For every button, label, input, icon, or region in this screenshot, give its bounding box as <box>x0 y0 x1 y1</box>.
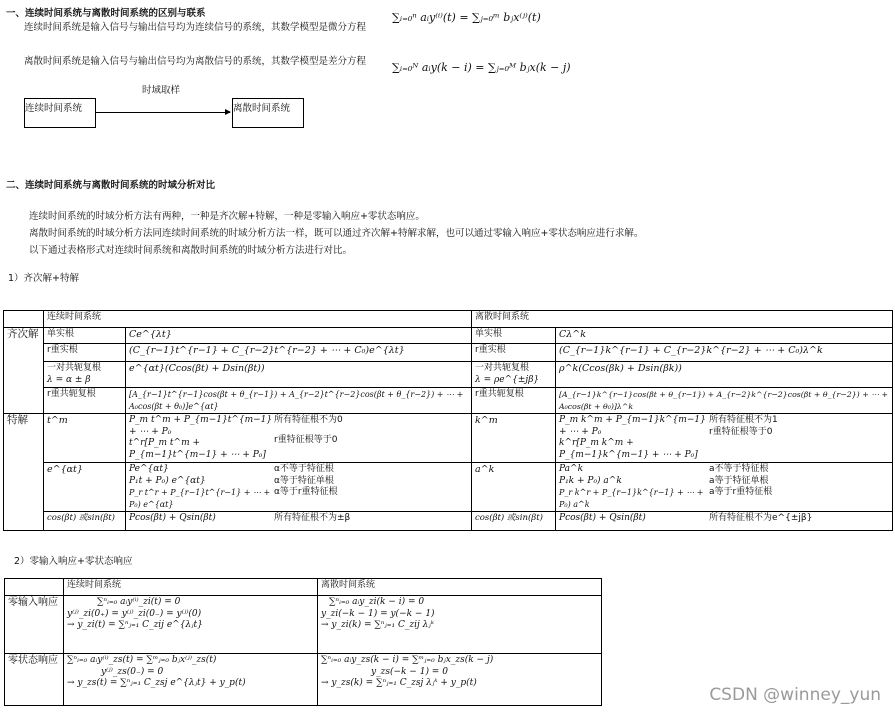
sub1-heading: 1）齐次解+特解 <box>8 273 80 284</box>
cell-line: α等于r重特征根 <box>274 487 338 497</box>
cell-line: 所有特征根不为0 <box>274 415 343 425</box>
cell: a^k <box>472 463 556 512</box>
cell-line: k^r[P_m k^m + P_{m−1}k^{m−1} + ⋯ + P₀] <box>559 438 698 460</box>
difference-equation: ∑ᵢ₌₀ᴺ aᵢy(k − i) = ∑ⱼ₌₀ᴹ bⱼx(k − j) <box>392 61 571 74</box>
cell: t^m <box>44 414 126 463</box>
cell: Ce^{λt} <box>126 328 472 344</box>
table1-header-row <box>4 311 893 328</box>
continuous-system-description: 连续时间系统是输入信号与输出信号均为连续信号的系统，其数学模型是微分方程 <box>24 22 367 33</box>
cell-line: 所有特征根不为e^{±jβ} <box>709 513 813 523</box>
table-row <box>4 463 893 512</box>
cell-line: → y_zi(k) = ∑ⁿⱼ₌₁ C_zij λⱼᵏ <box>321 620 435 630</box>
discrete-system-box <box>232 98 304 128</box>
zero-input-zero-state-table <box>4 578 602 706</box>
cell-line: P_m t^m + P_{m−1}t^{m−1} + ⋯ + P₀ <box>129 415 273 437</box>
cell: [A_{r−1}t^{r−1}cos(βt + θ_{r−1}) + A_{r−2}t^{r−2}cos(βt + θ_{r−2}) + ⋯ + A₀cos(βt + θ₀)]e^{αt} <box>126 388 472 414</box>
table2-corner <box>5 579 64 596</box>
section2-paragraph-1: 连续时间系统的时域分析方法有两种，一种是齐次解+特解，一种是零输入响应+零状态响应。 <box>29 211 425 222</box>
table-row <box>4 512 893 531</box>
cell-line: a等于特征单根 <box>709 475 769 486</box>
cell-line: y_zi(−k − 1) = y(−k − 1) <box>321 608 435 619</box>
table1-corner <box>4 311 44 328</box>
cell-line: 一对共轭复根 <box>47 363 102 373</box>
table2-head-discrete: 离散时间系统 <box>318 579 602 596</box>
cell: (C_{r−1}k^{r−1} + C_{r−2}k^{r−2} + ⋯ + C₀)λ^k <box>556 344 893 362</box>
cell-line: Pa^k <box>559 464 584 474</box>
cell-line: ∑ⁿᵢ₌₀ aᵢy⁽ⁱ⁾_zs(t) = ∑ᵐⱼ₌₀ bⱼx⁽ʲ⁾_zs(t) <box>67 655 217 665</box>
cell-line: ∑ⁿᵢ₌₀ aᵢy_zs(k − i) = ∑ᵐⱼ₌₀ bⱼx_zs(k − j) <box>321 655 494 665</box>
cell: [A_{r−1}k^{r−1}cos(βt + θ_{r−1}) + A_{r−2}k^{r−2}cos(βt + θ_{r−2}) + ⋯ + A₀cos(βt + θ₀)]λ^k <box>556 388 893 414</box>
discrete-system-description: 离散时间系统是输入信号与输出信号均为离散信号的系统，其数学模型是差分方程 <box>24 56 367 67</box>
cell <box>44 362 126 388</box>
continuous-system-box-label: 连续时间系统 <box>25 103 83 114</box>
cell-line: λ = ρe^{±jβ} <box>475 374 540 385</box>
cell <box>556 463 893 512</box>
cell: k^m <box>472 414 556 463</box>
section2-heading: 二、连续时间系统与离散时间系统的时域分析对比 <box>6 180 216 191</box>
cell <box>126 512 472 531</box>
table-row <box>5 654 602 706</box>
continuous-system-box <box>24 98 96 128</box>
cell: r重实根 <box>44 344 126 362</box>
cell-line: P_r t^r + P_{r−1}t^{r−1} + ⋯ + P₀) e^{αt} <box>129 488 271 509</box>
time-sampling-label: 时域取样 <box>142 85 181 96</box>
cell-line: ∑ⁿᵢ₌₀ aᵢy_zi(k − i) = 0 <box>329 597 425 607</box>
sampling-arrow <box>96 112 230 113</box>
cell-line: P_r k^r + P_{r−1}k^{r−1} + ⋯ + P₀) a^k <box>559 488 704 509</box>
table-row <box>4 414 893 463</box>
table-row <box>4 388 893 414</box>
cell <box>318 596 602 654</box>
section1-heading: 一、连续时间系统与离散时间系统的区别与联系 <box>6 8 206 19</box>
homogeneous-particular-table <box>3 310 893 531</box>
cell-line: P₁k + P₀) a^k <box>559 475 622 486</box>
cell <box>556 512 893 531</box>
cell-line: P₁t + P₀) e^{αt} <box>129 475 206 486</box>
cell-line: Pcos(βt) + Qsin(βt) <box>129 513 216 523</box>
cell-line: y_zs(−k − 1) = 0 <box>371 666 448 677</box>
cell-line: ∑ⁿᵢ₌₀ aᵢy⁽ⁱ⁾_zi(t) = 0 <box>97 597 181 607</box>
cell-line: a不等于特征根 <box>709 464 769 474</box>
cell: Cλ^k <box>556 328 893 344</box>
cell: cos(βt) 或sin(βt) <box>44 512 126 531</box>
table1-head-discrete: 离散时间系统 <box>472 311 893 328</box>
cell-line: r重特征根等于0 <box>274 434 338 445</box>
section2-paragraph-3: 以下通过表格形式对连续时间系统和离散时间系统的时域分析方法进行对比。 <box>29 245 353 256</box>
cell-line: r重特征根等于0 <box>709 426 773 437</box>
table2-head-continuous: 连续时间系统 <box>64 579 318 596</box>
sub2-heading: 2）零输入响应+零状态响应 <box>14 556 133 567</box>
section2-paragraph-2: 离散时间系统的时域分析方法同连续时间系统的时域分析方法一样，既可以通过齐次解+特解求解，也可以通过零输入响应+零状态响应进行求解。 <box>29 228 644 239</box>
discrete-system-box-label: 离散时间系统 <box>233 103 291 114</box>
table-row <box>5 596 602 654</box>
cell: r重共轭复根 <box>44 388 126 414</box>
cell <box>472 362 556 388</box>
table2-header-row <box>5 579 602 596</box>
table-row <box>4 362 893 388</box>
cell-line: → y_zi(t) = ∑ⁿⱼ₌₁ C_zij e^{λⱼt} <box>67 620 203 630</box>
cell <box>318 654 602 706</box>
cell: (C_{r−1}t^{r−1} + C_{r−2}t^{r−2} + ⋯ + C₀)e^{λt} <box>126 344 472 362</box>
cell-line: λ = α ± β <box>47 374 91 385</box>
cell-line: a等于r重特征根 <box>709 487 773 497</box>
cell: 单实根 <box>44 328 126 344</box>
differential-equation: ∑ᵢ₌₀ⁿ aᵢy⁽ⁱ⁾(t) = ∑ⱼ₌₀ᵐ bⱼx⁽ʲ⁾(t) <box>392 11 541 24</box>
csdn-watermark: CSDN @winney_yun <box>709 685 881 705</box>
cell-line: → y_zs(k) = ∑ⁿⱼ₌₁ C_zsj λⱼᵏ + y_p(t) <box>321 678 477 688</box>
cell <box>126 414 472 463</box>
cell: e^{αt}(Ccos(βt) + Dsin(βt)) <box>126 362 472 388</box>
cell-line: 所有特征根不为±β <box>274 513 351 523</box>
cell-line: α等于特征单根 <box>274 475 334 486</box>
cell: ρ^k(Ccos(βk) + Dsin(βk)) <box>556 362 893 388</box>
cell <box>64 596 318 654</box>
table1-head-continuous: 连续时间系统 <box>44 311 472 328</box>
cell: r重实根 <box>472 344 556 362</box>
cell: 单实根 <box>472 328 556 344</box>
cell-line: y⁽ʲ⁾_zi(0₊) = y⁽ʲ⁾_zi(0₋) = y⁽ʲ⁾(0) <box>67 608 202 619</box>
particular-label: 特解 <box>4 414 44 531</box>
cell: cos(βt) 或sin(βt) <box>472 512 556 531</box>
cell-line: 所有特征根不为1 <box>709 415 778 425</box>
table-row <box>4 344 893 362</box>
cell-line: Pe^{αt} <box>129 464 169 474</box>
table-row <box>4 328 893 344</box>
cell: e^{αt} <box>44 463 126 512</box>
cell <box>556 414 893 463</box>
cell <box>126 463 472 512</box>
zero-input-label: 零输入响应 <box>5 596 64 654</box>
zero-state-label: 零状态响应 <box>5 654 64 706</box>
cell-line: → y_zs(t) = ∑ⁿⱼ₌₁ C_zsj e^{λⱼt} + y_p(t) <box>67 678 246 688</box>
cell-line: α不等于特征根 <box>274 464 334 474</box>
cell: r重共轭复根 <box>472 388 556 414</box>
cell-line: y⁽ʲ⁾_zs(0₋) = 0 <box>101 666 164 677</box>
cell <box>64 654 318 706</box>
cell-line: t^r[P_m t^m + P_{m−1}t^{m−1} + ⋯ + P₀] <box>129 438 266 460</box>
cell-line: 一对共轭复根 <box>475 363 530 373</box>
cell-line: Pcos(βt) + Qsin(βt) <box>559 513 646 523</box>
homogeneous-label: 齐次解 <box>4 328 44 414</box>
cell-line: P_m k^m + P_{m−1}k^{m−1} + ⋯ + P₀ <box>559 415 706 437</box>
